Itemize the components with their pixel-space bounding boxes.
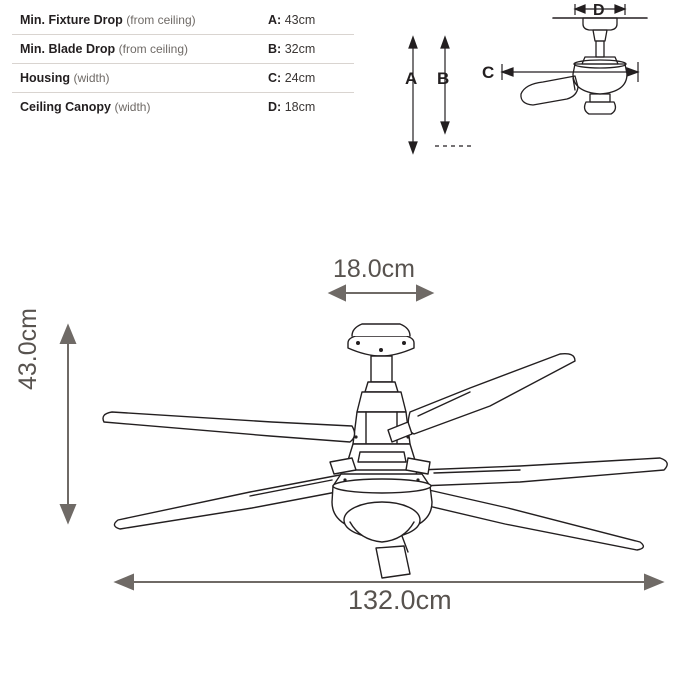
fan-blade bbox=[417, 488, 644, 550]
dimension-d-label: D bbox=[593, 4, 605, 19]
table-row bbox=[12, 6, 354, 35]
arrow-up-icon bbox=[61, 326, 75, 343]
spec-value-cell bbox=[256, 35, 354, 64]
canopy-screw bbox=[402, 341, 406, 345]
arrow-down-icon bbox=[409, 142, 417, 153]
arrow-left-icon bbox=[116, 575, 133, 589]
spec-key: C: bbox=[268, 71, 282, 85]
spec-value: 43cm bbox=[284, 13, 316, 27]
arrow-up-icon bbox=[441, 37, 449, 48]
dimension-c bbox=[502, 62, 638, 82]
blade-span-label: 132.0cm bbox=[348, 585, 452, 615]
blade-bracket bbox=[330, 458, 356, 474]
light-fitter bbox=[590, 94, 610, 102]
fan-illustration bbox=[0, 230, 700, 650]
specification-table-body bbox=[12, 6, 354, 121]
spec-label-sub: (width) bbox=[73, 71, 110, 85]
dimension-fixture-drop bbox=[61, 326, 75, 522]
hub-screw bbox=[416, 478, 419, 481]
light-housing-cap bbox=[333, 479, 431, 493]
spec-label-cell bbox=[12, 93, 256, 122]
downrod-coupler bbox=[365, 382, 398, 392]
schematic-fan-outline bbox=[521, 18, 647, 114]
blade-bracket bbox=[406, 458, 430, 474]
arrow-right-icon bbox=[645, 575, 662, 589]
light-shade bbox=[585, 102, 616, 114]
downrod-top bbox=[593, 30, 607, 41]
arrow-right-icon bbox=[627, 68, 638, 76]
spec-label-main: Min. Fixture Drop bbox=[20, 13, 123, 27]
fan-blade bbox=[114, 474, 349, 529]
light-glass-bottom bbox=[350, 522, 414, 542]
arrow-left-icon bbox=[330, 286, 345, 300]
arrow-up-icon bbox=[409, 37, 417, 48]
downrod bbox=[371, 356, 392, 382]
spec-key: A: bbox=[268, 13, 282, 27]
downrod bbox=[596, 41, 604, 57]
spec-label-cell bbox=[12, 35, 256, 64]
spec-label-main: Min. Blade Drop bbox=[20, 42, 116, 56]
spec-value: 24cm bbox=[284, 71, 316, 85]
table-row bbox=[12, 64, 354, 93]
lower-blade-tip bbox=[376, 546, 410, 578]
spec-value-cell bbox=[256, 93, 354, 122]
motor-screw bbox=[354, 435, 357, 438]
arrow-left-icon bbox=[575, 5, 585, 13]
fixture-drop-label: 43.0cm bbox=[14, 308, 42, 390]
spec-label-sub: (width) bbox=[114, 100, 151, 114]
dimension-b bbox=[435, 37, 475, 146]
spec-value-cell bbox=[256, 64, 354, 93]
spec-label-sub: (from ceiling) bbox=[118, 42, 188, 56]
motor-upper bbox=[357, 392, 406, 412]
spec-label-sub: (from ceiling) bbox=[126, 13, 196, 27]
canopy-width-label: 18.0cm bbox=[333, 255, 415, 283]
canopy-shape bbox=[583, 18, 617, 30]
table-row bbox=[12, 35, 354, 64]
hub-inner bbox=[358, 452, 406, 462]
spec-key: D: bbox=[268, 100, 282, 114]
fan-schematic-diagram bbox=[375, 4, 685, 164]
arrow-right-icon bbox=[615, 5, 625, 13]
spec-key: B: bbox=[268, 42, 282, 56]
spec-value-cell bbox=[256, 6, 354, 35]
dimension-b-label: B bbox=[437, 69, 450, 88]
dimension-canopy-width bbox=[330, 286, 432, 300]
canopy-screw bbox=[356, 341, 360, 345]
fan-blade bbox=[103, 412, 355, 442]
dimension-a-label: A bbox=[405, 69, 418, 88]
dimension-c-label: C bbox=[482, 63, 495, 82]
dimension-a bbox=[409, 37, 417, 153]
ceiling-canopy bbox=[348, 336, 414, 356]
ceiling-fan-drawing bbox=[103, 324, 667, 578]
spec-label-cell bbox=[12, 64, 256, 93]
fan-blade-schematic bbox=[521, 76, 578, 105]
canopy-dome bbox=[352, 324, 410, 336]
canopy-screw bbox=[379, 348, 383, 352]
spec-label-main: Housing bbox=[20, 71, 70, 85]
specification-table bbox=[12, 6, 354, 121]
arrow-left-icon bbox=[502, 68, 513, 76]
spec-value: 32cm bbox=[284, 42, 316, 56]
table-row bbox=[12, 93, 354, 122]
schematic-svg bbox=[375, 4, 685, 164]
fan-blade bbox=[408, 354, 575, 434]
spec-label-cell bbox=[12, 6, 256, 35]
arrow-right-icon bbox=[417, 286, 432, 300]
arrow-down-icon bbox=[441, 122, 449, 133]
spec-value: 18cm bbox=[284, 100, 316, 114]
arrow-down-icon bbox=[61, 505, 75, 522]
motor-screw bbox=[406, 435, 409, 438]
hub-screw bbox=[343, 478, 346, 481]
spec-label-main: Ceiling Canopy bbox=[20, 100, 111, 114]
